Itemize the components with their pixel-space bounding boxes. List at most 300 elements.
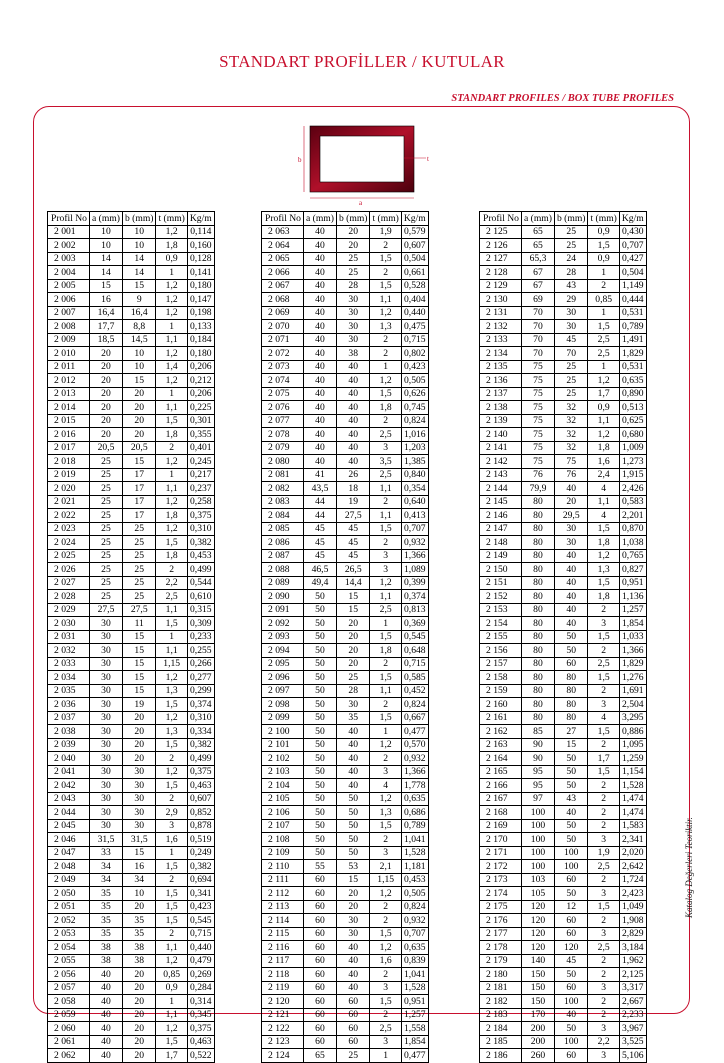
profile-no-cell: 2 116 bbox=[262, 941, 304, 955]
t-cell: 1,1 bbox=[370, 684, 401, 698]
t-cell: 1,5 bbox=[588, 320, 619, 334]
profile-no-cell: 2 042 bbox=[48, 779, 90, 793]
b-cell: 29 bbox=[554, 293, 588, 307]
a-cell: 30 bbox=[89, 630, 122, 644]
kg-m-cell: 0,413 bbox=[401, 509, 428, 523]
table-row bbox=[48, 981, 215, 995]
profile-no-cell: 2 023 bbox=[48, 522, 90, 536]
profile-no-cell: 2 106 bbox=[262, 806, 304, 820]
kg-m-cell: 3,184 bbox=[619, 941, 646, 955]
t-cell: 1,7 bbox=[156, 1049, 187, 1063]
a-cell: 27,5 bbox=[89, 603, 122, 617]
a-cell: 43,5 bbox=[303, 482, 336, 496]
profile-no-cell: 2 051 bbox=[48, 900, 90, 914]
t-cell: 1,6 bbox=[370, 954, 401, 968]
t-cell: 1,2 bbox=[156, 1022, 187, 1036]
kg-m-cell: 1,276 bbox=[619, 671, 646, 685]
table-row bbox=[262, 711, 429, 725]
kg-m-cell: 1,962 bbox=[619, 954, 646, 968]
kg-m-cell: 0,890 bbox=[619, 387, 646, 401]
profile-no-cell: 2 050 bbox=[48, 887, 90, 901]
table-row bbox=[480, 333, 647, 347]
b-cell: 25 bbox=[122, 576, 156, 590]
t-cell: 2 bbox=[370, 347, 401, 361]
b-cell: 30 bbox=[554, 306, 588, 320]
profile-no-cell: 2 061 bbox=[48, 1035, 90, 1049]
table-row bbox=[262, 495, 429, 509]
b-cell: 26,5 bbox=[336, 563, 370, 577]
a-cell: 40 bbox=[89, 1022, 122, 1036]
table-row bbox=[262, 644, 429, 658]
profile-no-cell: 2 015 bbox=[48, 414, 90, 428]
t-cell: 1,5 bbox=[370, 279, 401, 293]
t-cell: 1 bbox=[156, 266, 187, 280]
b-cell: 38 bbox=[122, 954, 156, 968]
table-row bbox=[262, 657, 429, 671]
table-row bbox=[480, 225, 647, 239]
profile-no-cell: 2 064 bbox=[262, 239, 304, 253]
table-row bbox=[480, 738, 647, 752]
kg-m-cell: 0,545 bbox=[401, 630, 428, 644]
t-cell: 1 bbox=[156, 630, 187, 644]
a-cell: 150 bbox=[521, 995, 554, 1009]
b-cell: 17 bbox=[122, 482, 156, 496]
b-cell: 50 bbox=[554, 644, 588, 658]
b-cell: 30 bbox=[336, 927, 370, 941]
kg-m-cell: 0,269 bbox=[187, 968, 214, 982]
a-cell: 70 bbox=[521, 347, 554, 361]
a-cell: 50 bbox=[303, 603, 336, 617]
b-cell: 40 bbox=[336, 941, 370, 955]
page-subtitle: STANDART PROFILES / BOX TUBE PROFILES bbox=[451, 93, 674, 104]
a-cell: 80 bbox=[521, 671, 554, 685]
t-cell: 2 bbox=[370, 968, 401, 982]
a-cell: 260 bbox=[521, 1049, 554, 1063]
b-cell: 40 bbox=[554, 563, 588, 577]
kg-m-cell: 1,089 bbox=[401, 563, 428, 577]
kg-m-cell: 0,440 bbox=[401, 306, 428, 320]
t-cell: 1,3 bbox=[156, 684, 187, 698]
a-cell: 16 bbox=[89, 293, 122, 307]
kg-m-cell: 0,475 bbox=[401, 320, 428, 334]
profile-no-cell: 2 096 bbox=[262, 671, 304, 685]
a-cell: 80 bbox=[521, 603, 554, 617]
profile-no-cell: 2 049 bbox=[48, 873, 90, 887]
t-cell: 1 bbox=[156, 387, 187, 401]
b-cell: 20 bbox=[122, 414, 156, 428]
t-cell: 2,5 bbox=[370, 1022, 401, 1036]
a-cell: 30 bbox=[89, 779, 122, 793]
kg-m-cell: 0,310 bbox=[187, 711, 214, 725]
kg-m-cell: 1,915 bbox=[619, 468, 646, 482]
t-cell: 1,2 bbox=[156, 495, 187, 509]
a-cell: 80 bbox=[521, 495, 554, 509]
t-cell: 1,1 bbox=[156, 1008, 187, 1022]
profile-no-cell: 2 135 bbox=[480, 360, 522, 374]
kg-m-cell: 0,579 bbox=[401, 225, 428, 239]
kg-m-cell: 5,106 bbox=[619, 1049, 646, 1063]
kg-m-cell: 0,427 bbox=[619, 252, 646, 266]
profile-no-cell: 2 026 bbox=[48, 563, 90, 577]
kg-m-cell: 0,128 bbox=[187, 252, 214, 266]
b-cell: 14,4 bbox=[336, 576, 370, 590]
b-cell: 28 bbox=[336, 279, 370, 293]
table-row bbox=[480, 252, 647, 266]
t-cell: 1,8 bbox=[588, 536, 619, 550]
t-cell: 1,5 bbox=[370, 927, 401, 941]
profile-no-cell: 2 185 bbox=[480, 1035, 522, 1049]
profile-no-cell: 2 025 bbox=[48, 549, 90, 563]
table-row bbox=[262, 563, 429, 577]
t-cell: 2 bbox=[156, 873, 187, 887]
a-cell: 50 bbox=[303, 792, 336, 806]
kg-m-cell: 0,932 bbox=[401, 752, 428, 766]
t-cell: 2,5 bbox=[370, 603, 401, 617]
t-cell: 1 bbox=[156, 320, 187, 334]
t-cell: 1,8 bbox=[156, 509, 187, 523]
a-cell: 80 bbox=[521, 698, 554, 712]
kg-m-cell: 1,033 bbox=[619, 630, 646, 644]
t-cell: 1,3 bbox=[370, 806, 401, 820]
a-cell: 45 bbox=[303, 536, 336, 550]
b-cell: 30 bbox=[122, 765, 156, 779]
profile-no-cell: 2 145 bbox=[480, 495, 522, 509]
a-cell: 80 bbox=[521, 684, 554, 698]
profile-no-cell: 2 155 bbox=[480, 630, 522, 644]
a-cell: 103 bbox=[521, 873, 554, 887]
profile-no-cell: 2 082 bbox=[262, 482, 304, 496]
profile-no-cell: 2 124 bbox=[262, 1049, 304, 1063]
profile-no-cell: 2 033 bbox=[48, 657, 90, 671]
profile-no-cell: 2 058 bbox=[48, 995, 90, 1009]
profile-no-cell: 2 154 bbox=[480, 617, 522, 631]
t-cell: 2 bbox=[588, 684, 619, 698]
table-row bbox=[48, 887, 215, 901]
table-row bbox=[480, 279, 647, 293]
profile-no-cell: 2 069 bbox=[262, 306, 304, 320]
a-cell: 120 bbox=[521, 914, 554, 928]
profile-no-cell: 2 027 bbox=[48, 576, 90, 590]
a-cell: 120 bbox=[521, 941, 554, 955]
t-cell: 1,8 bbox=[588, 590, 619, 604]
a-cell: 60 bbox=[303, 1022, 336, 1036]
kg-m-cell: 0,212 bbox=[187, 374, 214, 388]
table-row bbox=[48, 900, 215, 914]
profile-no-cell: 2 038 bbox=[48, 725, 90, 739]
profile-no-cell: 2 170 bbox=[480, 833, 522, 847]
profile-table-2 bbox=[261, 211, 429, 1063]
profile-no-cell: 2 075 bbox=[262, 387, 304, 401]
b-cell: 15 bbox=[554, 738, 588, 752]
t-cell: 2 bbox=[588, 806, 619, 820]
table-header-row bbox=[262, 212, 429, 226]
t-cell: 1,2 bbox=[370, 887, 401, 901]
b-cell: 60 bbox=[336, 1008, 370, 1022]
b-cell: 120 bbox=[554, 941, 588, 955]
kg-m-cell: 1,854 bbox=[619, 617, 646, 631]
b-cell: 25 bbox=[122, 536, 156, 550]
kg-m-cell: 0,245 bbox=[187, 455, 214, 469]
b-cell: 17 bbox=[122, 468, 156, 482]
t-cell: 2 bbox=[156, 752, 187, 766]
b-cell: 25 bbox=[554, 239, 588, 253]
b-cell: 20 bbox=[122, 995, 156, 1009]
profile-no-cell: 2 074 bbox=[262, 374, 304, 388]
kg-m-cell: 0,585 bbox=[401, 671, 428, 685]
profile-no-cell: 2 009 bbox=[48, 333, 90, 347]
b-cell: 20 bbox=[122, 401, 156, 415]
profile-no-cell: 2 120 bbox=[262, 995, 304, 1009]
kg-m-cell: 1,038 bbox=[619, 536, 646, 550]
table-row bbox=[262, 536, 429, 550]
b-cell: 40 bbox=[336, 765, 370, 779]
t-cell: 1,2 bbox=[156, 954, 187, 968]
a-cell: 20 bbox=[89, 414, 122, 428]
b-cell: 50 bbox=[336, 792, 370, 806]
table-row bbox=[48, 698, 215, 712]
a-cell: 40 bbox=[89, 968, 122, 982]
a-cell: 55 bbox=[303, 860, 336, 874]
kg-m-cell: 0,345 bbox=[187, 1008, 214, 1022]
table-row bbox=[48, 711, 215, 725]
table-row bbox=[480, 806, 647, 820]
t-cell: 1,2 bbox=[156, 279, 187, 293]
b-cell: 40 bbox=[554, 806, 588, 820]
profile-no-cell: 2 046 bbox=[48, 833, 90, 847]
profile-no-cell: 2 160 bbox=[480, 698, 522, 712]
kg-m-cell: 0,355 bbox=[187, 428, 214, 442]
b-cell: 50 bbox=[554, 833, 588, 847]
a-cell: 50 bbox=[303, 590, 336, 604]
table-row bbox=[48, 306, 215, 320]
a-cell: 100 bbox=[521, 833, 554, 847]
a-cell: 60 bbox=[303, 1035, 336, 1049]
b-cell: 20 bbox=[336, 239, 370, 253]
kg-m-cell: 0,382 bbox=[187, 738, 214, 752]
table-row bbox=[48, 225, 215, 239]
profile-no-cell: 2 166 bbox=[480, 779, 522, 793]
profile-no-cell: 2 101 bbox=[262, 738, 304, 752]
column-header: t (mm) bbox=[156, 212, 187, 226]
b-cell: 20 bbox=[336, 644, 370, 658]
profile-no-cell: 2 076 bbox=[262, 401, 304, 415]
b-cell: 50 bbox=[554, 630, 588, 644]
table-row bbox=[262, 725, 429, 739]
table-row bbox=[48, 914, 215, 928]
profile-no-cell: 2 078 bbox=[262, 428, 304, 442]
kg-m-cell: 0,607 bbox=[187, 792, 214, 806]
t-cell: 3 bbox=[370, 846, 401, 860]
t-cell: 1,8 bbox=[156, 549, 187, 563]
t-cell: 4 bbox=[588, 711, 619, 725]
a-cell: 35 bbox=[89, 900, 122, 914]
kg-m-cell: 0,878 bbox=[187, 819, 214, 833]
a-cell: 25 bbox=[89, 590, 122, 604]
table-row bbox=[262, 549, 429, 563]
dimension-a-label: a bbox=[359, 199, 363, 206]
t-cell: 1 bbox=[588, 266, 619, 280]
kg-m-cell: 1,558 bbox=[401, 1022, 428, 1036]
table-row bbox=[480, 1049, 647, 1063]
t-cell: 3 bbox=[588, 887, 619, 901]
a-cell: 30 bbox=[89, 644, 122, 658]
a-cell: 80 bbox=[521, 644, 554, 658]
t-cell: 1,6 bbox=[588, 455, 619, 469]
profile-no-cell: 2 071 bbox=[262, 333, 304, 347]
t-cell: 2 bbox=[588, 792, 619, 806]
column-header: b (mm) bbox=[554, 212, 588, 226]
profile-no-cell: 2 184 bbox=[480, 1022, 522, 1036]
t-cell: 2 bbox=[370, 536, 401, 550]
kg-m-cell: 2,341 bbox=[619, 833, 646, 847]
t-cell: 4 bbox=[588, 509, 619, 523]
a-cell: 65 bbox=[521, 239, 554, 253]
kg-m-cell: 0,301 bbox=[187, 414, 214, 428]
t-cell: 1 bbox=[370, 617, 401, 631]
table-row bbox=[480, 536, 647, 550]
profile-no-cell: 2 129 bbox=[480, 279, 522, 293]
table-row bbox=[480, 968, 647, 982]
profile-no-cell: 2 011 bbox=[48, 360, 90, 374]
t-cell: 2 bbox=[588, 914, 619, 928]
profile-no-cell: 2 110 bbox=[262, 860, 304, 874]
kg-m-cell: 0,375 bbox=[187, 765, 214, 779]
kg-m-cell: 0,399 bbox=[401, 576, 428, 590]
table-row bbox=[48, 995, 215, 1009]
kg-m-cell: 1,181 bbox=[401, 860, 428, 874]
kg-m-cell: 2,125 bbox=[619, 968, 646, 982]
table-row bbox=[262, 833, 429, 847]
profile-no-cell: 2 117 bbox=[262, 954, 304, 968]
a-cell: 16,4 bbox=[89, 306, 122, 320]
b-cell: 19 bbox=[336, 495, 370, 509]
kg-m-cell: 1,724 bbox=[619, 873, 646, 887]
b-cell: 60 bbox=[336, 1022, 370, 1036]
kg-m-cell: 0,309 bbox=[187, 617, 214, 631]
a-cell: 90 bbox=[521, 752, 554, 766]
profile-no-cell: 2 115 bbox=[262, 927, 304, 941]
a-cell: 60 bbox=[303, 900, 336, 914]
profile-no-cell: 2 136 bbox=[480, 374, 522, 388]
table-row bbox=[480, 684, 647, 698]
profile-no-cell: 2 121 bbox=[262, 1008, 304, 1022]
t-cell: 1,1 bbox=[370, 509, 401, 523]
t-cell: 0,9 bbox=[588, 225, 619, 239]
profile-no-cell: 2 056 bbox=[48, 968, 90, 982]
table-header-row bbox=[48, 212, 215, 226]
table-row bbox=[262, 671, 429, 685]
a-cell: 25 bbox=[89, 468, 122, 482]
a-cell: 38 bbox=[89, 941, 122, 955]
profile-no-cell: 2 157 bbox=[480, 657, 522, 671]
b-cell: 40 bbox=[554, 617, 588, 631]
a-cell: 20 bbox=[89, 360, 122, 374]
profile-no-cell: 2 142 bbox=[480, 455, 522, 469]
t-cell: 1,2 bbox=[370, 792, 401, 806]
kg-m-cell: 0,141 bbox=[187, 266, 214, 280]
t-cell: 1,1 bbox=[156, 941, 187, 955]
profile-no-cell: 2 175 bbox=[480, 900, 522, 914]
b-cell: 15 bbox=[336, 603, 370, 617]
b-cell: 8,8 bbox=[122, 320, 156, 334]
table-row bbox=[48, 1035, 215, 1049]
profile-no-cell: 2 052 bbox=[48, 914, 90, 928]
table-row bbox=[480, 671, 647, 685]
kg-m-cell: 1,829 bbox=[619, 657, 646, 671]
a-cell: 20 bbox=[89, 374, 122, 388]
table-row bbox=[262, 995, 429, 1009]
table-row bbox=[262, 293, 429, 307]
table-row bbox=[48, 522, 215, 536]
table-row bbox=[262, 1035, 429, 1049]
t-cell: 1,6 bbox=[156, 833, 187, 847]
t-cell: 1,5 bbox=[156, 887, 187, 901]
kg-m-cell: 0,423 bbox=[401, 360, 428, 374]
a-cell: 75 bbox=[521, 455, 554, 469]
b-cell: 50 bbox=[554, 968, 588, 982]
profile-no-cell: 2 182 bbox=[480, 995, 522, 1009]
a-cell: 25 bbox=[89, 482, 122, 496]
column-header: Kg/m bbox=[619, 212, 646, 226]
b-cell: 15 bbox=[122, 657, 156, 671]
kg-m-cell: 0,610 bbox=[187, 590, 214, 604]
a-cell: 50 bbox=[303, 671, 336, 685]
profile-no-cell: 2 086 bbox=[262, 536, 304, 550]
t-cell: 2,5 bbox=[370, 468, 401, 482]
profile-no-cell: 2 140 bbox=[480, 428, 522, 442]
kg-m-cell: 0,661 bbox=[401, 266, 428, 280]
a-cell: 20 bbox=[89, 428, 122, 442]
kg-m-cell: 1,474 bbox=[619, 806, 646, 820]
kg-m-cell: 0,453 bbox=[187, 549, 214, 563]
profile-no-cell: 2 095 bbox=[262, 657, 304, 671]
b-cell: 15 bbox=[122, 455, 156, 469]
t-cell: 3 bbox=[588, 698, 619, 712]
a-cell: 200 bbox=[521, 1035, 554, 1049]
profile-no-cell: 2 092 bbox=[262, 617, 304, 631]
t-cell: 1,5 bbox=[156, 900, 187, 914]
kg-m-cell: 0,284 bbox=[187, 981, 214, 995]
kg-m-cell: 1,366 bbox=[401, 765, 428, 779]
t-cell: 1,2 bbox=[156, 347, 187, 361]
a-cell: 80 bbox=[521, 563, 554, 577]
t-cell: 1,1 bbox=[156, 603, 187, 617]
b-cell: 25 bbox=[554, 360, 588, 374]
kg-m-cell: 3,967 bbox=[619, 1022, 646, 1036]
a-cell: 65 bbox=[521, 225, 554, 239]
t-cell: 1,2 bbox=[370, 576, 401, 590]
b-cell: 50 bbox=[336, 846, 370, 860]
table-row bbox=[48, 536, 215, 550]
profile-no-cell: 2 105 bbox=[262, 792, 304, 806]
b-cell: 50 bbox=[554, 887, 588, 901]
kg-m-cell: 3,295 bbox=[619, 711, 646, 725]
b-cell: 40 bbox=[336, 738, 370, 752]
table-row bbox=[48, 684, 215, 698]
profile-no-cell: 2 138 bbox=[480, 401, 522, 415]
a-cell: 33 bbox=[89, 846, 122, 860]
table-row bbox=[48, 414, 215, 428]
b-cell: 40 bbox=[336, 387, 370, 401]
t-cell: 2,5 bbox=[588, 333, 619, 347]
t-cell: 2 bbox=[370, 900, 401, 914]
t-cell: 2 bbox=[588, 873, 619, 887]
table-header-row bbox=[480, 212, 647, 226]
a-cell: 100 bbox=[521, 846, 554, 860]
table-row bbox=[480, 873, 647, 887]
b-cell: 45 bbox=[336, 536, 370, 550]
b-cell: 40 bbox=[336, 374, 370, 388]
